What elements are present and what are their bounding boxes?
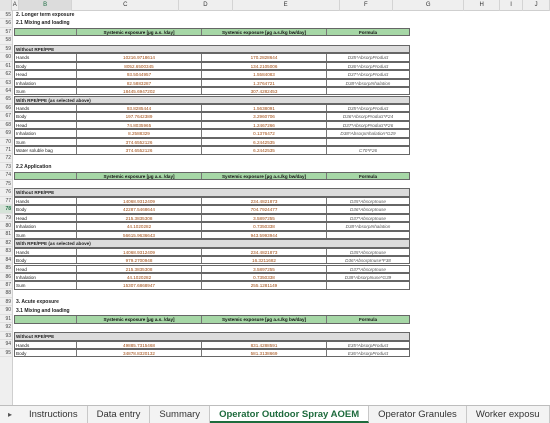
sheet-tab-summary[interactable]: Summary xyxy=(150,406,210,423)
label-cell[interactable]: Head xyxy=(15,215,77,221)
section-title[interactable]: 2. Longer term exposure xyxy=(16,12,75,18)
sheet-row xyxy=(13,214,550,222)
subheader-cell[interactable]: Without RPE/PPE xyxy=(16,334,55,340)
formula-cell[interactable]: Formula xyxy=(358,317,378,323)
formula-cell[interactable]: E35*AbsorpProduct xyxy=(347,342,389,348)
row-number-88[interactable]: 88 xyxy=(0,289,12,297)
row-number-75[interactable]: 75 xyxy=(0,180,12,188)
column-header-j[interactable]: J xyxy=(523,0,550,11)
formula-cell[interactable]: D37*AbsorpProduct*F26 xyxy=(342,122,394,128)
exposure-kgbw-cell[interactable]: 307.4282453 xyxy=(202,88,327,94)
table-header-row xyxy=(14,28,410,36)
sheet-row xyxy=(13,70,550,78)
column-header-g[interactable]: G xyxy=(393,0,464,11)
row-number-68[interactable]: 68 xyxy=(0,121,12,129)
section-title[interactable]: 3. Acute exposure xyxy=(16,299,59,306)
exposure-day-cell[interactable]: 14068.9312409 xyxy=(77,249,202,255)
row-number-80[interactable]: 80 xyxy=(0,222,12,230)
label-cell[interactable]: Hands xyxy=(15,249,77,255)
label-cell[interactable]: Head xyxy=(15,122,77,128)
sheet-row xyxy=(13,172,550,180)
exposure-kgbw-cell[interactable]: 170.2828644 xyxy=(202,54,327,60)
exposure-kgbw-cell[interactable]: 943.5993944 xyxy=(202,232,327,238)
table-row xyxy=(14,349,410,357)
exposure-kgbw-cell[interactable]: 0.1376472 xyxy=(202,130,327,136)
exposure-kgbw-cell[interactable]: 1.5638091 xyxy=(202,105,327,111)
formula-cell[interactable] xyxy=(327,232,409,238)
label-cell[interactable]: Hands xyxy=(15,342,77,348)
table-row xyxy=(14,222,410,230)
table-row xyxy=(14,112,410,120)
row-number-77[interactable]: 77 xyxy=(0,197,12,205)
row-number-56[interactable]: 56 xyxy=(0,19,12,27)
sheet-row xyxy=(13,324,550,332)
table-row xyxy=(14,265,410,273)
exposure-day-cell[interactable]: 82.5883287 xyxy=(77,80,202,86)
sheet-row xyxy=(13,180,550,188)
row-number-90[interactable]: 90 xyxy=(0,306,12,314)
sheet-row xyxy=(13,36,550,44)
exposure-day-cell[interactable]: 8.2588329 xyxy=(77,130,202,136)
sheet-row xyxy=(13,265,550,273)
formula-cell[interactable]: D36*AbsorpInuse*F38 xyxy=(345,258,391,264)
formula-cell[interactable]: C70*F26 xyxy=(358,148,378,154)
label-cell[interactable]: Hands xyxy=(15,54,77,60)
formula-cell[interactable] xyxy=(327,282,409,288)
table-row xyxy=(14,53,410,61)
exposure-day-cell[interactable]: 215.3835308 xyxy=(77,215,202,221)
sheet-tab-worker-exposu[interactable]: Worker exposu xyxy=(467,406,550,423)
label-cell[interactable]: Hands xyxy=(15,198,77,204)
exposure-day-cell[interactable]: 979.2700948 xyxy=(77,257,202,263)
exposure-day-cell[interactable]: 197.7642389 xyxy=(77,113,202,119)
exposure-kgbw-cell[interactable]: 1.2467266 xyxy=(202,122,327,128)
sheet-row xyxy=(13,315,550,323)
column-header-b[interactable]: B xyxy=(19,0,72,11)
subheader-cell[interactable]: Without RPE/PPE xyxy=(16,46,55,52)
row-number-69[interactable]: 69 xyxy=(0,129,12,137)
exposure-kgbw-cell[interactable]: 704.7924477 xyxy=(202,206,327,212)
exposure-kgbw-cell[interactable]: Systemic exposure [µg a.s./kg bw/day] xyxy=(202,173,327,179)
sheet-row xyxy=(13,256,550,264)
sheet-row xyxy=(13,231,550,239)
exposure-day-cell[interactable]: 8052.6500345 xyxy=(77,63,202,69)
exposure-day-cell[interactable]: 93.5044957 xyxy=(77,71,202,77)
sheet-tab-data-entry[interactable]: Data entry xyxy=(88,406,151,423)
label-cell[interactable] xyxy=(15,173,77,179)
table-row xyxy=(14,281,410,289)
sheet-tab-operator-outdoor-spray-aoem[interactable]: Operator Outdoor Spray AOEM xyxy=(210,406,369,423)
subheader-cell[interactable]: Without RPE/PPE xyxy=(16,190,55,196)
table-row xyxy=(14,341,410,349)
label-cell[interactable]: Inhalation xyxy=(15,80,77,86)
label-cell[interactable]: Body xyxy=(15,257,77,263)
table-row xyxy=(14,129,410,137)
exposure-kgbw-cell[interactable]: 3.5897255 xyxy=(202,266,327,272)
row-number-78[interactable]: 78 xyxy=(0,205,12,213)
row-number-91[interactable]: 91 xyxy=(0,315,12,323)
select-all-corner[interactable] xyxy=(0,0,12,11)
table-subheader-row xyxy=(14,188,410,196)
row-number-60[interactable]: 60 xyxy=(0,53,12,61)
row-number-57[interactable]: 57 xyxy=(0,28,12,36)
sheet-row xyxy=(13,129,550,137)
formula-cell[interactable]: E36*AbsorpProduct xyxy=(347,351,389,356)
row-number-84[interactable]: 84 xyxy=(0,256,12,264)
row-number-66[interactable]: 66 xyxy=(0,104,12,112)
table-subheader-row xyxy=(14,239,410,247)
formula-cell[interactable]: D35*AbsorpProduct xyxy=(347,105,389,111)
row-number-58[interactable]: 58 xyxy=(0,36,12,44)
column-header-c[interactable]: C xyxy=(72,0,179,11)
formula-cell[interactable]: D35*AbsorpInuse xyxy=(349,249,386,255)
exposure-day-cell[interactable]: 56615.9636643 xyxy=(77,232,202,238)
label-cell[interactable]: Head xyxy=(15,71,77,77)
row-number-64[interactable]: 64 xyxy=(0,87,12,95)
label-cell[interactable]: Body xyxy=(15,350,77,356)
table-row xyxy=(14,104,410,112)
row-number-94[interactable]: 94 xyxy=(0,340,12,348)
sheet-row xyxy=(13,104,550,112)
row-number-81[interactable]: 81 xyxy=(0,230,12,238)
column-header-d[interactable]: D xyxy=(179,0,232,11)
section-title[interactable]: 3.1 Mixing and loading xyxy=(16,307,70,314)
column-header-bar xyxy=(0,0,550,11)
exposure-day-cell[interactable]: 18445.6947202 xyxy=(77,88,202,94)
label-cell[interactable]: Water soluble bag xyxy=(15,147,77,153)
label-cell[interactable] xyxy=(15,316,77,322)
row-number-93[interactable]: 93 xyxy=(0,332,12,340)
formula-cell[interactable]: D36*AbsorpInuse xyxy=(349,207,386,213)
row-number-63[interactable]: 63 xyxy=(0,79,12,87)
table-row xyxy=(14,138,410,146)
table-subheader-row xyxy=(14,45,410,53)
row-number-76[interactable]: 76 xyxy=(0,188,12,196)
exposure-kgbw-cell[interactable]: 234.4821873 xyxy=(202,249,327,255)
sheet-row xyxy=(13,248,550,256)
table-row xyxy=(14,205,410,213)
sheet-row xyxy=(13,11,550,19)
exposure-day-cell[interactable]: Systemic exposure [µg a.s. /day] xyxy=(77,29,202,35)
exposure-kgbw-cell[interactable]: 1.5584083 xyxy=(202,71,327,77)
exposure-kgbw-cell[interactable]: 234.4821873 xyxy=(202,198,327,204)
sheet-row xyxy=(13,341,550,349)
sheet-row xyxy=(13,239,550,247)
exposure-kgbw-cell[interactable]: 6.2442535 xyxy=(202,147,327,153)
subheader-cell[interactable]: With RPE/PPE (as selected above) xyxy=(16,241,91,247)
section-title[interactable]: 2.2 Application xyxy=(16,164,52,171)
label-cell[interactable]: Hands xyxy=(15,105,77,111)
label-cell[interactable] xyxy=(15,29,77,35)
row-number-92[interactable]: 92 xyxy=(0,323,12,331)
sheet-tab-bar xyxy=(0,405,550,423)
row-number-71[interactable]: 71 xyxy=(0,146,12,154)
formula-cell[interactable]: Formula xyxy=(358,173,378,179)
formula-cell[interactable]: D38*AbsorpInhalation xyxy=(345,224,391,230)
section-title[interactable]: 2.1 Mixing and loading xyxy=(16,20,70,27)
exposure-day-cell[interactable]: 374.6552126 xyxy=(77,147,202,153)
exposure-kgbw-cell[interactable]: Systemic exposure [µg a.s./kg bw/day] xyxy=(202,316,327,322)
column-header-a[interactable]: A xyxy=(12,0,19,11)
label-cell[interactable]: Sum xyxy=(15,232,77,238)
formula-cell[interactable]: Formula xyxy=(358,29,378,35)
label-cell[interactable]: Sum xyxy=(15,282,77,288)
sheet-row xyxy=(13,332,550,340)
sheet-row xyxy=(13,307,550,315)
formula-cell[interactable]: D38*AbsorpInuse*G39 xyxy=(344,274,392,280)
row-number-70[interactable]: 70 xyxy=(0,138,12,146)
formula-cell[interactable] xyxy=(327,88,409,94)
sheet-row xyxy=(13,281,550,289)
label-cell[interactable]: Body xyxy=(15,206,77,212)
sheet-row xyxy=(13,28,550,36)
exposure-day-cell[interactable]: 93.8285444 xyxy=(77,105,202,111)
sheet-tab-operator-granules[interactable]: Operator Granules xyxy=(369,406,467,423)
formula-cell[interactable]: D36*AbsorpProduct xyxy=(347,63,389,69)
sheet-row xyxy=(13,273,550,281)
sheet-row xyxy=(13,205,550,213)
sheet-row xyxy=(13,163,550,171)
formula-cell[interactable]: D37*AbsorpInuse xyxy=(349,266,386,272)
sheet-row xyxy=(13,121,550,129)
subheader-cell[interactable]: With RPE/PPE (as selected above) xyxy=(16,97,91,103)
label-cell[interactable]: Inhalation xyxy=(15,130,77,136)
table-row xyxy=(14,197,410,205)
row-number-65[interactable]: 65 xyxy=(0,95,12,103)
exposure-day-cell[interactable]: 374.6552126 xyxy=(77,139,202,145)
table-row xyxy=(14,273,410,281)
row-number-95[interactable]: 95 xyxy=(0,349,12,357)
label-cell[interactable]: Head xyxy=(15,266,77,272)
sheet-row xyxy=(13,188,550,196)
sheet-row xyxy=(13,290,550,298)
sheet-row xyxy=(13,298,550,306)
row-number-74[interactable]: 74 xyxy=(0,171,12,179)
exposure-day-cell[interactable]: 14068.9312409 xyxy=(77,198,202,204)
table-row xyxy=(14,256,410,264)
table-subheader-row xyxy=(14,96,410,104)
sheet-row xyxy=(13,155,550,163)
label-cell[interactable]: Inhalation xyxy=(15,223,77,229)
formula-cell[interactable]: D38*AbsorpInhalation*G29 xyxy=(340,131,396,137)
formula-cell[interactable] xyxy=(327,139,409,145)
exposure-day-cell[interactable]: Systemic exposure [µg a.s. /day] xyxy=(77,316,202,322)
exposure-day-cell[interactable]: 15307.6868947 xyxy=(77,282,202,288)
exposure-day-cell[interactable]: 44.1020282 xyxy=(77,274,202,280)
formula-cell[interactable]: D35*AbsorpProduct xyxy=(347,55,389,61)
sheet-row xyxy=(13,87,550,95)
row-number-61[interactable]: 61 xyxy=(0,62,12,70)
row-number-82[interactable]: 82 xyxy=(0,239,12,247)
formula-cell[interactable]: D37*AbsorpInuse xyxy=(349,215,386,221)
exposure-kgbw-cell[interactable]: 3.5897255 xyxy=(202,215,327,221)
row-number-59[interactable]: 59 xyxy=(0,45,12,53)
sheet-row xyxy=(13,222,550,230)
exposure-kgbw-cell[interactable]: 0.7350338 xyxy=(202,223,327,229)
sheet-row xyxy=(13,79,550,87)
row-number-87[interactable]: 87 xyxy=(0,281,12,289)
row-number-86[interactable]: 86 xyxy=(0,273,12,281)
table-header-row xyxy=(14,315,410,323)
exposure-day-cell[interactable]: Systemic exposure [µg a.s. /day] xyxy=(77,173,202,179)
row-number-73[interactable]: 73 xyxy=(0,163,12,171)
exposure-day-cell[interactable]: 42287.5468644 xyxy=(77,206,202,212)
label-cell[interactable]: Body xyxy=(15,113,77,119)
exposure-kgbw-cell[interactable]: 6.2442535 xyxy=(202,139,327,145)
table-row xyxy=(14,87,410,95)
row-number-85[interactable]: 85 xyxy=(0,264,12,272)
table-subheader-row xyxy=(14,332,410,340)
sheet-nav-right-icon[interactable]: ▸ xyxy=(7,410,12,419)
sheet-row xyxy=(13,45,550,53)
label-cell[interactable]: Inhalation xyxy=(15,274,77,280)
formula-cell[interactable]: D38*AbsorpInhalation xyxy=(345,80,391,86)
row-number-79[interactable]: 79 xyxy=(0,214,12,222)
exposure-day-cell[interactable]: 34878.8320132 xyxy=(77,350,202,356)
sheet-row xyxy=(13,112,550,120)
exposure-kgbw-cell[interactable]: 134.2105006 xyxy=(202,63,327,69)
sheet-row xyxy=(13,53,550,61)
label-cell[interactable]: Sum xyxy=(15,139,77,145)
worksheet-grid[interactable] xyxy=(13,11,550,405)
exposure-day-cell[interactable]: 49885.7315468 xyxy=(77,342,202,348)
table-row xyxy=(14,121,410,129)
table-row xyxy=(14,79,410,87)
label-cell[interactable]: Body xyxy=(15,63,77,69)
exposure-day-cell[interactable]: 74.8035965 xyxy=(77,122,202,128)
sheet-row xyxy=(13,197,550,205)
exposure-kgbw-cell[interactable]: 3.2960706 xyxy=(202,113,327,119)
exposure-kgbw-cell[interactable]: Systemic exposure [µg a.s./kg bw/day] xyxy=(202,29,327,35)
sheet-row xyxy=(13,138,550,146)
column-header-e[interactable]: E xyxy=(233,0,340,11)
row-number-83[interactable]: 83 xyxy=(0,247,12,255)
row-number-67[interactable]: 67 xyxy=(0,112,12,120)
exposure-kgbw-cell[interactable]: 0.7350338 xyxy=(202,274,327,280)
sheet-row xyxy=(13,62,550,70)
column-header-i[interactable]: I xyxy=(500,0,523,11)
exposure-day-cell[interactable]: 215.3835308 xyxy=(77,266,202,272)
formula-cell[interactable]: D37*AbsorpProduct xyxy=(347,72,389,78)
row-number-72[interactable]: 72 xyxy=(0,154,12,162)
table-row xyxy=(14,248,410,256)
exposure-day-cell[interactable]: 10216.9718614 xyxy=(77,54,202,60)
row-number-89[interactable]: 89 xyxy=(0,298,12,306)
sheet-row xyxy=(13,146,550,154)
formula-cell[interactable]: D36*AbsorpProduct*F24 xyxy=(342,114,394,120)
table-row xyxy=(14,214,410,222)
exposure-kgbw-cell[interactable]: 1.3764721 xyxy=(202,80,327,86)
label-cell[interactable]: Sum xyxy=(15,88,77,94)
exposure-day-cell[interactable]: 44.1020282 xyxy=(77,223,202,229)
sheet-tab-instructions[interactable]: Instructions xyxy=(20,406,88,423)
formula-cell[interactable]: D35*AbsorpInuse xyxy=(349,198,386,204)
sheet-row xyxy=(13,96,550,104)
table-header-row xyxy=(14,172,410,180)
sheet-row xyxy=(13,19,550,27)
row-number-62[interactable]: 62 xyxy=(0,70,12,78)
exposure-kgbw-cell[interactable]: 581.3138669 xyxy=(202,350,327,356)
sheet-row xyxy=(13,349,550,357)
column-header-h[interactable]: H xyxy=(464,0,500,11)
exposure-kgbw-cell[interactable]: 831.4288591 xyxy=(202,342,327,348)
table-row xyxy=(14,231,410,239)
table-row xyxy=(14,70,410,78)
table-row xyxy=(14,62,410,70)
row-number-55[interactable]: 55 xyxy=(0,11,12,19)
table-row xyxy=(14,146,410,154)
exposure-kgbw-cell[interactable]: 16.3211682 xyxy=(202,257,327,263)
exposure-kgbw-cell[interactable]: 255.1281149 xyxy=(202,282,327,288)
column-header-f[interactable]: F xyxy=(340,0,393,11)
row-header-bar xyxy=(0,11,13,405)
